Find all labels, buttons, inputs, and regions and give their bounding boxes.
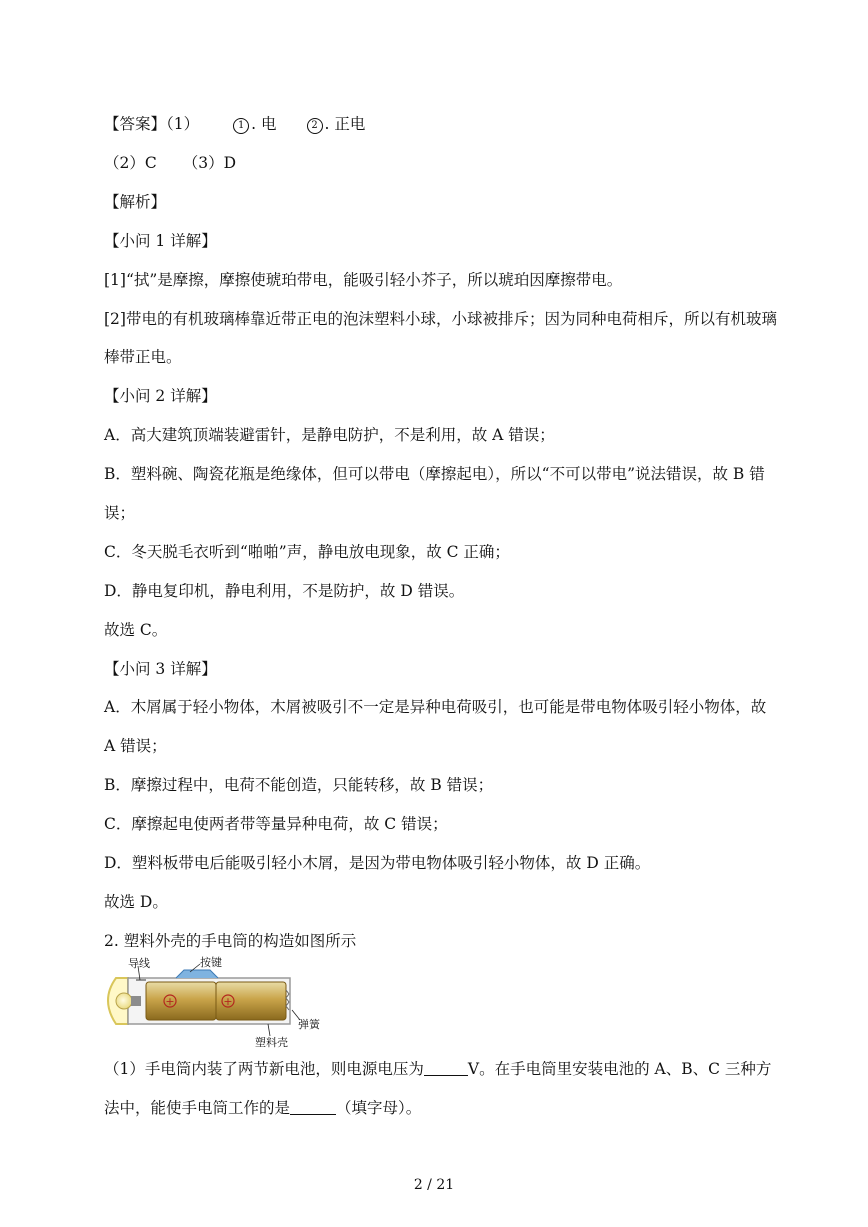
- sub3-option-a-line-1: A．木屑属于轻小物体，木屑被吸引不一定是异种电荷吸引，也可能是带电物体吸引轻小物体，故: [104, 698, 767, 716]
- sub3-option-b: B．摩擦过程中，电荷不能创造，只能转移，故 B 错误；: [104, 776, 494, 794]
- sub2-conclusion: 故选 C。: [104, 621, 168, 639]
- question2-stem: 2. 塑料外壳的手电筒的构造如图所示: [104, 932, 357, 950]
- page-number: 2 / 21: [413, 1177, 455, 1193]
- sub3-option-d: D．塑料板带电后能吸引轻小木屑，是因为带电物体吸引轻小物体，故 D 正确。: [104, 854, 651, 872]
- answer-q1-blank1: . 电: [251, 115, 277, 133]
- flashlight-diagram: [100, 956, 332, 1048]
- sub2-option-b-line-1: B．塑料碗、陶瓷花瓶是绝缘体，但可以带电（摩擦起电），所以“不可以带电”说法错误，故 B 错: [104, 465, 765, 483]
- button-icon: [176, 970, 218, 978]
- sub3-option-a-line-2: A 错误；: [104, 737, 167, 755]
- answer-q1-blank2: . 正电: [324, 115, 366, 133]
- label-wire: 导线: [128, 957, 150, 970]
- circled-number-1: 1: [233, 118, 249, 134]
- part1-text-d: （填字母）。: [336, 1099, 422, 1117]
- answer-q2: （2）C: [104, 154, 157, 172]
- sub2-heading: 【小问 2 详解】: [104, 387, 217, 405]
- bulb-base: [131, 996, 141, 1006]
- part1-text-b: V。在手电筒里安装电池的 A、B、C 三种方: [467, 1060, 772, 1078]
- analysis-label: 【解析】: [104, 193, 167, 211]
- sub3-conclusion: 故选 D。: [104, 893, 168, 911]
- battery-1: [146, 982, 216, 1020]
- label-shell: 塑料壳: [255, 1036, 288, 1048]
- part1-text-c: 法中，能使手电筒工作的是: [104, 1099, 291, 1117]
- question2-part1-line-1: [104, 1059, 788, 1079]
- label-spring: 弹簧: [298, 1018, 320, 1031]
- answer-q1-number: （1）: [166, 115, 200, 133]
- voltage-blank[interactable]: [424, 1061, 468, 1076]
- bulb-icon: [116, 993, 132, 1009]
- sub2-option-c: C．冬天脱毛衣听到“啪啪”声，静电放电现象，故 C 正确；: [104, 543, 510, 561]
- label-button: 按键: [200, 956, 222, 969]
- sub2-option-b-line-2: 误；: [104, 504, 136, 522]
- part1-text-a: （1）手电筒内装了两节新电池，则电源电压为: [104, 1060, 424, 1078]
- sub2-option-a: A．高大建筑顶端装避雷针，是静电防护，不是利用，故 A 错误；: [104, 426, 555, 444]
- sub1-paragraph-1: [1]“拭”是摩擦，摩擦使琥珀带电，能吸引轻小芥子，所以琥珀因摩擦带电。: [104, 271, 623, 289]
- battery-1-plus: +: [165, 995, 175, 1008]
- question2-part1-line-2: [104, 1098, 788, 1118]
- answer-line-1: [104, 114, 788, 134]
- sub3-option-c: C．摩擦起电使两者带等量异种电荷，故 C 错误；: [104, 815, 448, 833]
- method-blank[interactable]: [290, 1100, 336, 1115]
- answer-line-2: [104, 153, 788, 173]
- answer-label: 【答案】: [104, 115, 167, 133]
- answer-q3: （3）D: [182, 154, 237, 172]
- sub3-heading: 【小问 3 详解】: [104, 660, 217, 678]
- sub1-paragraph-2-line-2: 棒带正电。: [104, 348, 182, 366]
- sub1-paragraph-2-line-1: [2]带电的有机玻璃棒靠近带正电的泡沫塑料小球，小球被排斥；因为同种电荷相斥，所以有机玻璃: [104, 310, 777, 328]
- sub2-option-d: D．静电复印机，静电利用，不是防护，故 D 错误。: [104, 582, 465, 600]
- battery-2-plus: +: [223, 995, 233, 1008]
- flashlight-figure: [100, 956, 332, 1048]
- sub1-heading: 【小问 1 详解】: [104, 232, 217, 250]
- circled-number-2: 2: [307, 118, 323, 134]
